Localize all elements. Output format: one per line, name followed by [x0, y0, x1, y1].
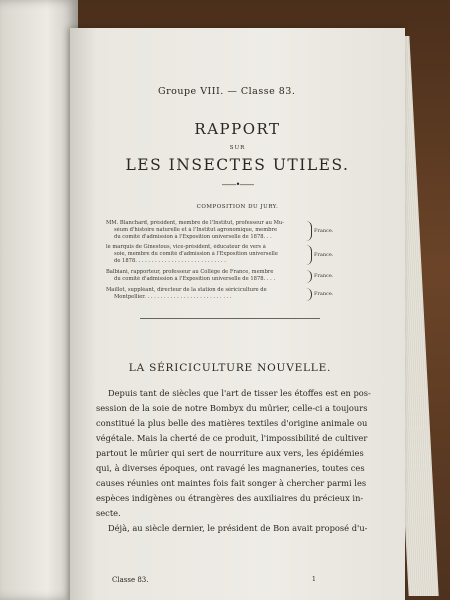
book-page	[70, 28, 405, 600]
jury-brace	[306, 288, 312, 301]
body-paragraph	[96, 386, 371, 536]
section-title: LA SÉRICICULTURE NOUVELLE.	[128, 362, 332, 374]
page-title: LES INSECTES UTILES.	[125, 156, 350, 174]
footer-class-label: Classe 83.	[112, 576, 149, 584]
jury-line: MM. Blanchard, président, membre de l'Institut, professeur au Mu-	[106, 220, 284, 226]
jury-member-balbiani	[106, 269, 304, 283]
jury-line: séum d'histoire naturelle et à l'Institut agronomique, membre	[114, 227, 278, 234]
jury-line: Balbiani, rapporteur, professeur au Collège de France, membre	[106, 269, 274, 275]
jury-line: du comité d'admission à l'Exposition universelle de 1878. . .	[114, 234, 272, 241]
jury-line: Montpellier. . . . . . . . . . . . . . . . . . . . . . . . . . .	[114, 294, 232, 301]
jury-brace	[306, 221, 312, 241]
title-sur: SUR	[229, 145, 246, 151]
jury-country: France.	[314, 291, 334, 297]
group-class-header: Groupe VIII. — Classe 83.	[158, 86, 296, 97]
footer-signature-mark: 1	[312, 576, 316, 583]
body-line: Déjà, au siècle dernier, le président de Bon avait proposé d'u-	[108, 523, 368, 533]
jury-line: du comité d'admission à l'Exposition universelle de 1878. . . .	[114, 276, 276, 283]
body-line: partout le mûrier qui sert de nourriture aux vers, les épidémies	[96, 448, 364, 458]
body-line: secte.	[96, 508, 121, 518]
jury-title: COMPOSITION DU JURY.	[196, 204, 279, 210]
jury-line: Maillot, suppléant, directeur de la station de sériciculture de	[106, 287, 267, 293]
jury-line: soie, membre du comité d'admission à l'Exposition universelle	[114, 251, 278, 258]
body-line: végétale. Mais la cherté de ce produit, l'impossibilité de cultiver	[96, 433, 368, 443]
body-line: constitué la plus belle des matières textiles d'origine animale ou	[96, 418, 368, 428]
jury-country: France.	[314, 252, 334, 258]
title-rapport: RAPPORT	[194, 120, 281, 138]
divider-rule	[140, 318, 320, 319]
jury-line: le marquis de Ginestous, vice-président, éducateur de vers à	[106, 244, 266, 250]
jury-member-ginestous	[106, 244, 304, 266]
jury-line: de 1878. . . . . . . . . . . . . . . . . . . . . . . . . . . .	[114, 258, 226, 265]
jury-country: France.	[314, 228, 334, 234]
body-line: espèces indigènes ou étrangères des auxiliaires du précieux in-	[96, 493, 364, 503]
title-ornament: ——•——	[221, 180, 254, 189]
jury-member-blanchard	[106, 220, 304, 242]
jury-country: France.	[314, 273, 334, 279]
left-page	[0, 0, 78, 600]
jury-brace	[306, 245, 312, 265]
body-line: causes réunies ont maintes fois fait songer à chercher parmi les	[96, 478, 367, 488]
body-line: qui, à diverses époques, ont ravagé les magnaneries, toutes ces	[96, 463, 365, 473]
body-line: session de la soie de notre Bombyx du mûrier, celle-ci a toujours	[96, 403, 368, 413]
body-line: Depuis tant de siècles que l'art de tisser les étoffes est en pos-	[108, 388, 371, 398]
jury-brace	[306, 270, 312, 283]
jury-member-maillot	[106, 287, 304, 301]
